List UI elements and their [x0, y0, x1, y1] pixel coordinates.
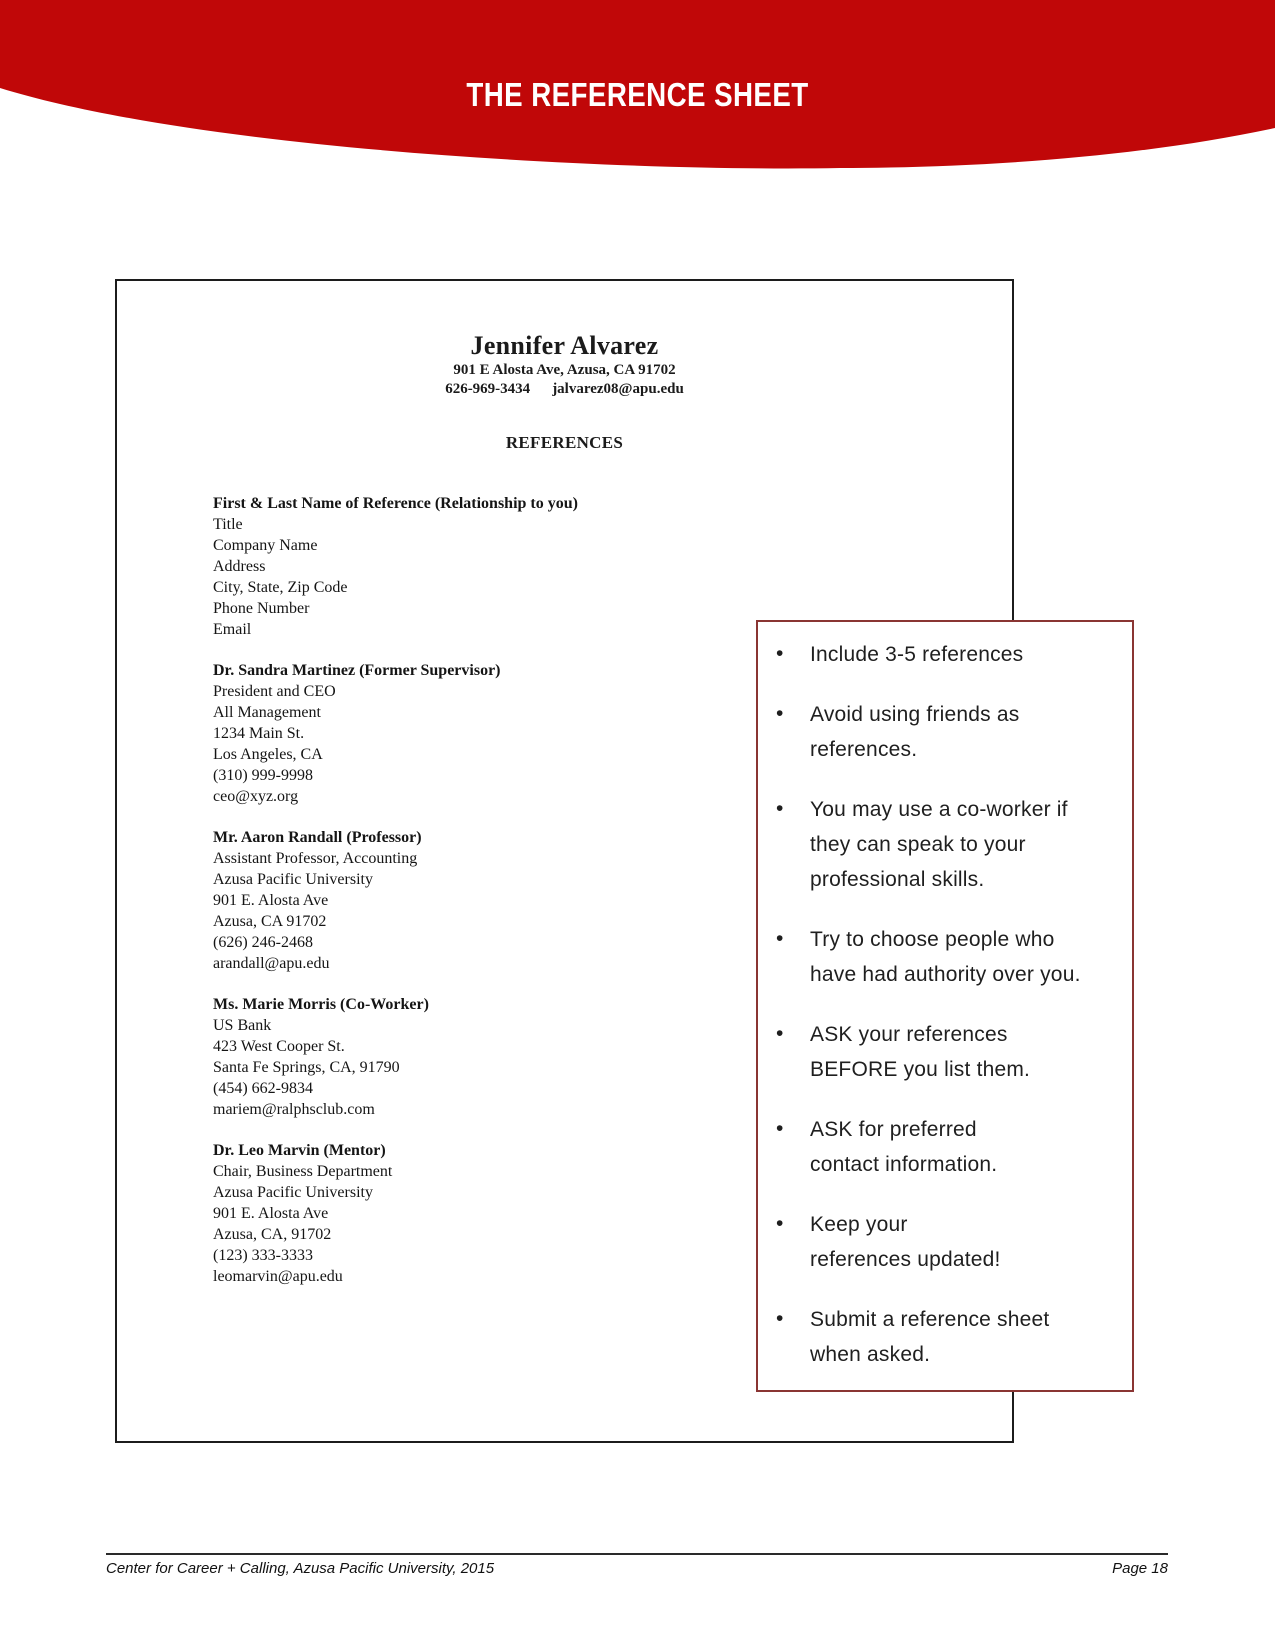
reference-line: 1234 Main St. — [213, 725, 305, 742]
tip-item — [758, 1017, 1126, 1087]
tip-line: BEFORE you list them. — [810, 1058, 1031, 1081]
reference-block-marvin — [213, 1140, 578, 1287]
tip-line: when asked. — [810, 1343, 931, 1366]
reference-line: (454) 662-9834 — [213, 1080, 313, 1097]
reference-line: mariem@ralphsclub.com — [213, 1101, 375, 1118]
page-title: THE REFERENCE SHEET — [466, 76, 809, 113]
tip-line: references updated! — [810, 1248, 1001, 1271]
reference-line: President and CEO — [213, 683, 336, 700]
reference-line: Azusa, CA, 91702 — [213, 1226, 332, 1243]
footer-divider — [106, 1553, 1168, 1555]
reference-line: Los Angeles, CA — [213, 746, 323, 763]
applicant-name: Jennifer Alvarez — [470, 331, 659, 360]
applicant-email: jalvarez08@apu.edu — [552, 381, 684, 397]
reference-line: Company Name — [213, 537, 318, 554]
reference-heading: Dr. Leo Marvin (Mentor) — [213, 1142, 386, 1159]
tip-line: references. — [810, 738, 918, 761]
tip-line: • You may use a co-worker if — [810, 798, 1068, 821]
reference-line: US Bank — [213, 1017, 272, 1034]
reference-line: Title — [213, 516, 243, 533]
reference-line: All Management — [213, 704, 321, 721]
tip-item — [758, 637, 1126, 672]
reference-block-randall — [213, 827, 578, 974]
reference-line: (310) 999-9998 — [213, 767, 313, 784]
reference-line: Azusa Pacific University — [213, 871, 373, 888]
reference-block-morris — [213, 994, 578, 1120]
reference-line: leomarvin@apu.edu — [213, 1268, 343, 1285]
tip-line: • ASK your references — [810, 1023, 1008, 1046]
reference-line: Email — [213, 621, 252, 638]
reference-line: City, State, Zip Code — [213, 579, 348, 596]
tip-line: • ASK for preferred — [810, 1118, 977, 1141]
reference-line: Azusa, CA 91702 — [213, 913, 327, 930]
applicant-phone: 626-969-3434 — [445, 381, 531, 397]
reference-heading: First & Last Name of Reference (Relationship to you) — [213, 495, 578, 512]
reference-line: Address — [213, 558, 266, 575]
references-heading: REFERENCES — [505, 433, 624, 452]
tip-item — [758, 922, 1126, 992]
tip-line: contact information. — [810, 1153, 998, 1176]
footer-page-number: Page 18 — [1112, 1560, 1168, 1577]
reference-line: ceo@xyz.org — [213, 788, 299, 805]
reference-heading: Dr. Sandra Martinez (Former Supervisor) — [213, 662, 501, 679]
footer-source: Center for Career + Calling, Azusa Pacific University, 2015 — [106, 1560, 495, 1577]
tip-line: professional skills. — [810, 868, 985, 891]
header-banner — [0, 0, 1275, 200]
tip-line: • Keep your — [810, 1213, 908, 1236]
reference-line: 901 E. Alosta Ave — [213, 1205, 329, 1222]
reference-line: Chair, Business Department — [213, 1163, 393, 1180]
tip-item — [758, 1302, 1126, 1372]
reference-line: 423 West Cooper St. — [213, 1038, 345, 1055]
tips-box — [756, 620, 1134, 1392]
reference-heading: Mr. Aaron Randall (Professor) — [213, 829, 422, 846]
tip-line: they can speak to your — [810, 833, 1026, 856]
applicant-address: 901 E Alosta Ave, Azusa, CA 91702 — [453, 362, 676, 378]
reference-line: (123) 333-3333 — [213, 1247, 313, 1264]
tip-line: • Include 3-5 references — [810, 643, 1024, 666]
reference-line: Assistant Professor, Accounting — [213, 850, 418, 867]
tip-line: • Try to choose people who — [810, 928, 1055, 951]
reference-blocks — [213, 493, 578, 1307]
tip-item — [758, 792, 1126, 897]
applicant-contact-line — [117, 381, 1012, 398]
tip-item — [758, 1207, 1126, 1277]
reference-line: Phone Number — [213, 600, 310, 617]
reference-block-template — [213, 493, 578, 640]
reference-line: (626) 246-2468 — [213, 934, 313, 951]
reference-line: Azusa Pacific University — [213, 1184, 373, 1201]
tip-item — [758, 697, 1126, 767]
tip-line: have had authority over you. — [810, 963, 1081, 986]
reference-heading: Ms. Marie Morris (Co-Worker) — [213, 996, 429, 1013]
tips-list — [758, 637, 1126, 1372]
tip-line: • Avoid using friends as — [810, 703, 1020, 726]
reference-line: 901 E. Alosta Ave — [213, 892, 329, 909]
tip-item — [758, 1112, 1126, 1182]
reference-line: arandall@apu.edu — [213, 955, 330, 972]
reference-block-martinez — [213, 660, 578, 807]
tip-line: • Submit a reference sheet — [810, 1308, 1050, 1331]
reference-line: Santa Fe Springs, CA, 91790 — [213, 1059, 400, 1076]
